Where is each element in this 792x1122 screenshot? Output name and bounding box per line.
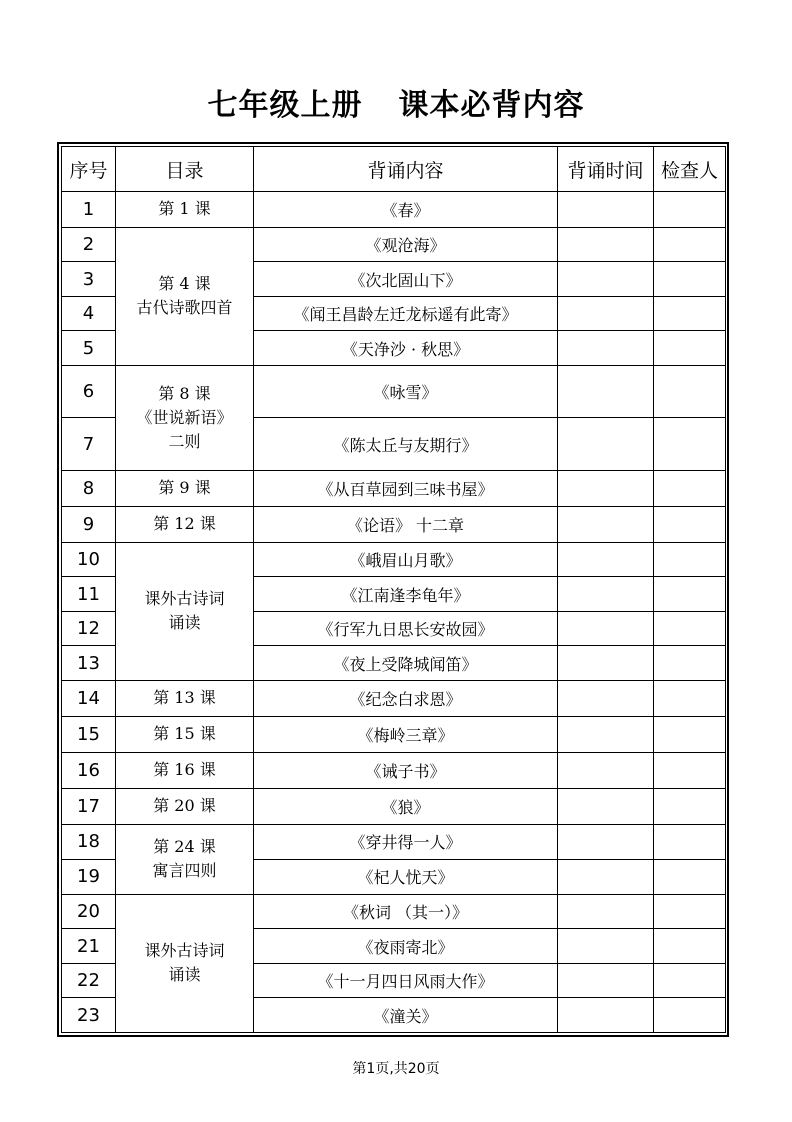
table-row bbox=[62, 788, 726, 824]
directory-line: 第 12 课 bbox=[153, 514, 216, 534]
directory-cell bbox=[116, 824, 254, 894]
time-cell[interactable] bbox=[558, 859, 654, 894]
directory-line: 诵读 bbox=[168, 965, 201, 985]
directory-cell bbox=[116, 716, 254, 752]
content-cell: 《纪念白求恩》 bbox=[254, 680, 558, 716]
checker-cell[interactable] bbox=[654, 998, 726, 1033]
row-number: 3 bbox=[62, 262, 116, 297]
row-number: 21 bbox=[62, 929, 116, 964]
checker-cell[interactable] bbox=[654, 577, 726, 612]
directory-cell bbox=[116, 365, 254, 470]
time-cell[interactable] bbox=[558, 680, 654, 716]
title-subject: 课本必背内容 bbox=[398, 88, 585, 123]
table-row bbox=[62, 716, 726, 752]
checker-cell[interactable] bbox=[654, 262, 726, 297]
directory-line: 第 20 课 bbox=[153, 796, 216, 816]
row-number: 13 bbox=[62, 646, 116, 681]
time-cell[interactable] bbox=[558, 542, 654, 577]
checker-cell[interactable] bbox=[654, 470, 726, 506]
row-number: 16 bbox=[62, 752, 116, 788]
directory-line: 第 24 课 bbox=[153, 837, 216, 857]
row-number: 5 bbox=[62, 331, 116, 366]
row-number: 18 bbox=[62, 824, 116, 859]
content-cell: 《峨眉山月歌》 bbox=[254, 542, 558, 577]
content-cell: 《梅岭三章》 bbox=[254, 716, 558, 752]
directory-line: 第 13 课 bbox=[153, 688, 216, 708]
directory-line: 第 1 课 bbox=[158, 199, 211, 219]
table-row bbox=[62, 894, 726, 929]
content-cell: 《杞人忧天》 bbox=[254, 859, 558, 894]
table-header-row bbox=[62, 147, 726, 192]
directory-cell bbox=[116, 680, 254, 716]
content-cell: 《诫子书》 bbox=[254, 752, 558, 788]
directory-cell bbox=[116, 227, 254, 365]
row-number: 1 bbox=[62, 192, 116, 228]
directory-cell bbox=[116, 894, 254, 1032]
row-number: 22 bbox=[62, 963, 116, 998]
directory-line: 第 16 课 bbox=[153, 760, 216, 780]
row-number: 19 bbox=[62, 859, 116, 894]
row-number: 9 bbox=[62, 506, 116, 542]
header-checker: 检查人 bbox=[654, 147, 726, 192]
time-cell[interactable] bbox=[558, 470, 654, 506]
table-row bbox=[62, 680, 726, 716]
directory-line: 第 8 课 bbox=[158, 383, 211, 403]
time-cell[interactable] bbox=[558, 262, 654, 297]
content-cell: 《狼》 bbox=[254, 788, 558, 824]
table-row bbox=[62, 365, 726, 417]
directory-cell bbox=[116, 470, 254, 506]
row-number: 14 bbox=[62, 680, 116, 716]
directory-line: 诵读 bbox=[168, 613, 201, 633]
checker-cell[interactable] bbox=[654, 331, 726, 366]
checker-cell[interactable] bbox=[654, 542, 726, 577]
content-cell: 《咏雪》 bbox=[254, 365, 558, 417]
time-cell[interactable] bbox=[558, 611, 654, 646]
time-cell[interactable] bbox=[558, 752, 654, 788]
row-number: 2 bbox=[62, 227, 116, 262]
directory-line: 第 15 课 bbox=[153, 724, 216, 744]
checker-cell[interactable] bbox=[654, 752, 726, 788]
time-cell[interactable] bbox=[558, 331, 654, 366]
directory-line: 古代诗歌四首 bbox=[136, 298, 233, 318]
content-cell: 《行军九日思长安故园》 bbox=[254, 611, 558, 646]
time-cell[interactable] bbox=[558, 998, 654, 1033]
content-cell: 《观沧海》 bbox=[254, 227, 558, 262]
checker-cell[interactable] bbox=[654, 646, 726, 681]
row-number: 17 bbox=[62, 788, 116, 824]
directory-line: 第 4 课 bbox=[158, 274, 211, 294]
directory-cell bbox=[116, 788, 254, 824]
time-cell[interactable] bbox=[558, 296, 654, 331]
table-row bbox=[62, 824, 726, 859]
page-footer: 第1页,共20页 bbox=[352, 1061, 440, 1077]
header-time: 背诵时间 bbox=[558, 147, 654, 192]
time-cell[interactable] bbox=[558, 716, 654, 752]
directory-line: 寓言四则 bbox=[152, 861, 217, 881]
content-cell: 《潼关》 bbox=[254, 998, 558, 1033]
checker-cell[interactable] bbox=[654, 296, 726, 331]
content-cell: 《次北固山下》 bbox=[254, 262, 558, 297]
page-title bbox=[0, 80, 792, 124]
time-cell[interactable] bbox=[558, 227, 654, 262]
directory-line: 二则 bbox=[168, 431, 201, 451]
table-row bbox=[62, 506, 726, 542]
table-row bbox=[62, 192, 726, 228]
directory-line: 课外古诗词 bbox=[144, 941, 225, 961]
content-cell: 《夜上受降城闻笛》 bbox=[254, 646, 558, 681]
content-cell: 《闻王昌龄左迁龙标遥有此寄》 bbox=[254, 296, 558, 331]
content-cell: 《天净沙 · 秋思》 bbox=[254, 331, 558, 366]
table-row bbox=[62, 227, 726, 262]
directory-line: 课外古诗词 bbox=[144, 589, 225, 609]
directory-line: 第 9 课 bbox=[158, 478, 211, 498]
row-number: 8 bbox=[62, 470, 116, 506]
time-cell[interactable] bbox=[558, 894, 654, 929]
directory-cell bbox=[116, 752, 254, 788]
checker-cell[interactable] bbox=[654, 824, 726, 859]
table-row bbox=[62, 542, 726, 577]
row-number: 20 bbox=[62, 894, 116, 929]
title-grade: 七年级上册 bbox=[207, 88, 363, 123]
content-cell: 《论语》 十二章 bbox=[254, 506, 558, 542]
checker-cell[interactable] bbox=[654, 788, 726, 824]
content-cell: 《穿井得一人》 bbox=[254, 824, 558, 859]
checker-cell[interactable] bbox=[654, 192, 726, 228]
content-cell: 《从百草园到三味书屋》 bbox=[254, 470, 558, 506]
time-cell[interactable] bbox=[558, 577, 654, 612]
header-number: 序号 bbox=[62, 147, 116, 192]
content-cell: 《陈太丘与友期行》 bbox=[254, 418, 558, 470]
checker-cell[interactable] bbox=[654, 894, 726, 929]
directory-cell bbox=[116, 506, 254, 542]
checker-cell[interactable] bbox=[654, 859, 726, 894]
checker-cell[interactable] bbox=[654, 365, 726, 417]
table-row bbox=[62, 752, 726, 788]
checker-cell[interactable] bbox=[654, 963, 726, 998]
row-number: 15 bbox=[62, 716, 116, 752]
checker-cell[interactable] bbox=[654, 716, 726, 752]
header-content: 背诵内容 bbox=[254, 147, 558, 192]
checker-cell[interactable] bbox=[654, 418, 726, 470]
time-cell[interactable] bbox=[558, 824, 654, 859]
time-cell[interactable] bbox=[558, 192, 654, 228]
header-directory: 目录 bbox=[116, 147, 254, 192]
row-number: 7 bbox=[62, 418, 116, 470]
row-number: 12 bbox=[62, 611, 116, 646]
content-cell: 《十一月四日风雨大作》 bbox=[254, 963, 558, 998]
checker-cell[interactable] bbox=[654, 680, 726, 716]
time-cell[interactable] bbox=[558, 418, 654, 470]
content-cell: 《秋词 （其一）》 bbox=[254, 894, 558, 929]
checker-cell[interactable] bbox=[654, 506, 726, 542]
time-cell[interactable] bbox=[558, 646, 654, 681]
time-cell[interactable] bbox=[558, 365, 654, 417]
table-row bbox=[62, 470, 726, 506]
row-number: 4 bbox=[62, 296, 116, 331]
row-number: 10 bbox=[62, 542, 116, 577]
recitation-table bbox=[61, 146, 726, 1033]
checker-cell[interactable] bbox=[654, 929, 726, 964]
directory-cell bbox=[116, 542, 254, 680]
row-number: 23 bbox=[62, 998, 116, 1033]
content-cell: 《夜雨寄北》 bbox=[254, 929, 558, 964]
time-cell[interactable] bbox=[558, 963, 654, 998]
row-number: 6 bbox=[62, 365, 116, 417]
directory-line: 《世说新语》 bbox=[136, 407, 233, 427]
directory-cell bbox=[116, 192, 254, 228]
time-cell[interactable] bbox=[558, 506, 654, 542]
content-cell: 《春》 bbox=[254, 192, 558, 228]
checker-cell[interactable] bbox=[654, 227, 726, 262]
time-cell[interactable] bbox=[558, 788, 654, 824]
content-cell: 《江南逢李龟年》 bbox=[254, 577, 558, 612]
checker-cell[interactable] bbox=[654, 611, 726, 646]
row-number: 11 bbox=[62, 577, 116, 612]
time-cell[interactable] bbox=[558, 929, 654, 964]
